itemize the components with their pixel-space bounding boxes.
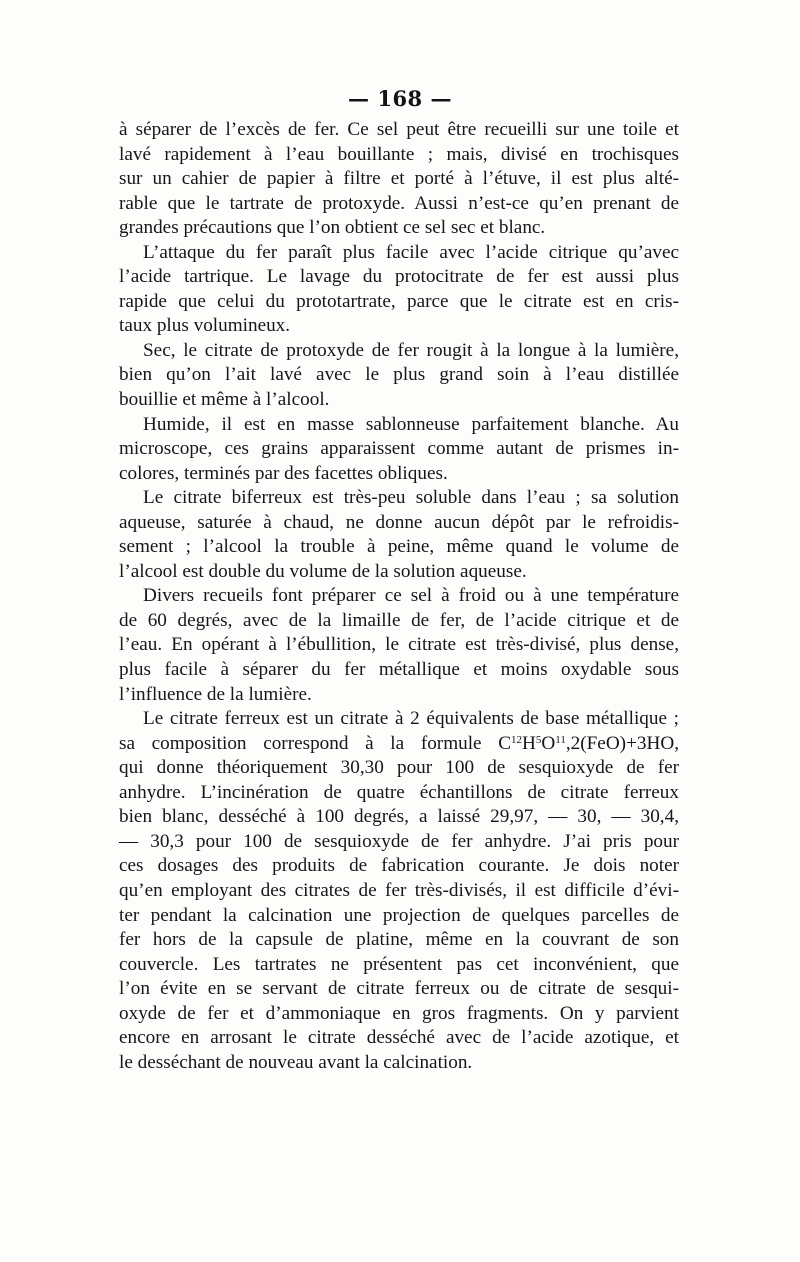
text-line: de 60 degrés, avec de la limaille de fer, de l’acide citrique et de xyxy=(119,609,679,631)
text-line: le desséchant de nouveau avant la calcination. xyxy=(119,1051,473,1073)
formula-subscript: 5 xyxy=(535,733,542,746)
body-text xyxy=(119,118,679,1075)
text-line: l’influence de la lumière. xyxy=(119,683,312,705)
text-line-content: sa composition correspond à la formule xyxy=(119,732,482,754)
formula-subscript: 11 xyxy=(555,733,566,746)
text-line: colores, terminés par des facettes obliques. xyxy=(119,462,448,484)
formula-subscript: 12 xyxy=(511,733,523,746)
text-line: anhydre. L’incinération de quatre échantillons de citrate ferreux xyxy=(119,781,679,803)
text-line: grandes précautions que l’on obtient ce sel sec et blanc. xyxy=(119,217,546,239)
text-line xyxy=(119,732,679,757)
text-line: rable que le tartrate de protoxyde. Aussi n’est-ce qu’en prenant de xyxy=(119,192,679,214)
text-line: lavé rapidement à l’eau bouillante ; mais, divisé en trochisques xyxy=(119,143,679,165)
text-line: aqueuse, saturée à chaud, ne donne aucun dépôt par le refroidis- xyxy=(119,511,679,533)
text-line: — 30,3 pour 100 de sesquioxyde de fer anhydre. J’ai pris pour xyxy=(119,830,679,852)
text-line: rapide que celui du prototartrate, parce que le citrate est en cris- xyxy=(119,290,679,312)
text-line: sur un cahier de papier à filtre et porté à l’étuve, il est plus alté- xyxy=(119,168,679,190)
text-line: encore en arrosant le citrate desséché avec de l’acide azotique, et xyxy=(119,1027,679,1049)
formula-part: C xyxy=(498,732,512,754)
formula-part: H xyxy=(522,732,536,754)
text-line: Le citrate ferreux est un citrate à 2 équivalents de base métallique ; xyxy=(143,708,679,730)
text-line: bien qu’on l’ait lavé avec le plus grand soin à l’eau distillée xyxy=(119,364,679,386)
text-line: taux plus volumineux. xyxy=(119,315,291,337)
text-line: l’acide tartrique. Le lavage du protocitrate de fer est aussi plus xyxy=(119,266,679,288)
text-line: à séparer de l’excès de fer. Ce sel peut être recueilli sur une toile et xyxy=(119,119,679,140)
text-line: L’attaque du fer paraît plus facile avec l’acide citrique qu’avec xyxy=(143,241,679,263)
formula-part: O xyxy=(541,732,556,754)
text-line: l’eau. En opérant à l’ébullition, le citrate est très-divisé, plus dense, xyxy=(119,634,679,656)
text-line: ces dosages des produits de fabrication courante. Je dois noter xyxy=(119,855,679,877)
text-line: Humide, il est en masse sablonneuse parfaitement blanche. Au xyxy=(143,413,679,435)
text-line: Sec, le citrate de protoxyde de fer rougit à la longue à la lumière, xyxy=(143,339,679,361)
text-line: bouillie et même à l’alcool. xyxy=(119,389,330,411)
text-line: Divers recueils font préparer ce sel à froid ou à une température xyxy=(143,585,679,607)
text-line: oxyde de fer et d’ammoniaque en gros fragments. On y parvient xyxy=(119,1002,679,1024)
text-line: couvercle. Les tartrates ne présentent pas cet inconvénient, que xyxy=(119,953,679,975)
text-line: qu’en employant des citrates de fer très-divisés, il est difficile d’évi- xyxy=(119,879,679,901)
text-line: ter pendant la calcination une projection de quelques parcelles de xyxy=(119,904,679,926)
text-line: sement ; l’alcool la trouble à peine, même quand le volume de xyxy=(119,536,679,558)
text-line: l’on évite en se servant de citrate ferreux ou de citrate de sesqui- xyxy=(119,978,679,1000)
formula-part: ,2(FeO)+3HO, xyxy=(565,732,679,754)
text-line: microscope, ces grains apparaissent comme autant de prismes in- xyxy=(119,438,679,460)
chemical-formula xyxy=(498,733,679,754)
text-line: Le citrate biferreux est très-peu soluble dans l’eau ; sa solution xyxy=(143,487,679,509)
text-line: bien blanc, desséché à 100 degrés, a laissé 29,97, — 30, — 30,4, xyxy=(119,806,679,828)
page-number: — 168 — xyxy=(348,86,452,111)
text-line: l’alcool est double du volume de la solution aqueuse. xyxy=(119,560,527,582)
text-line: plus facile à séparer du fer métallique et moins oxydable sous xyxy=(119,659,679,681)
text-line: qui donne théoriquement 30,30 pour 100 de sesquioxyde de fer xyxy=(119,757,679,779)
text-line: fer hors de la capsule de platine, même en la couvrant de son xyxy=(119,929,679,951)
